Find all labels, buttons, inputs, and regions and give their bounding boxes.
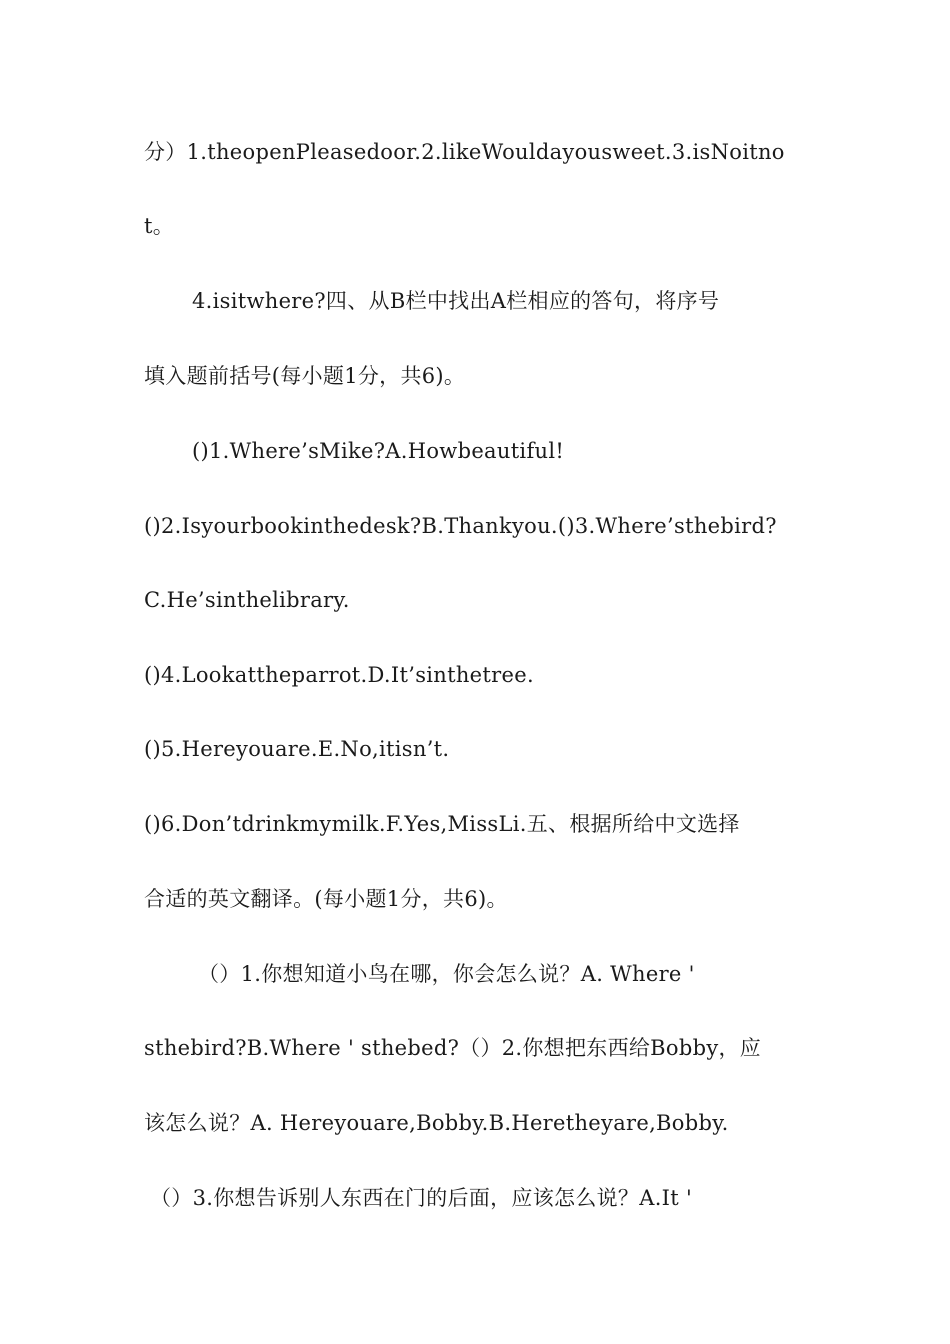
text-line-5: ()1.Where’sMike?A.Howbeautiful!: [192, 439, 565, 463]
text-line-14: 该怎么说？A. Hereyouare,Bobby.B.Heretheyare,Bobby.: [144, 1111, 729, 1135]
text-line-9: ()5.Hereyouare.E.No,itisn’t.: [144, 737, 450, 761]
text-line-11: 合适的英文翻译。(每小题1分，共6)。: [144, 887, 508, 911]
text-line-13: sthebird?B.Where ' sthebed?（）2.你想把东西给Bobby，应: [144, 1036, 762, 1060]
text-line-12: （）1.你想知道小鸟在哪，你会怎么说？A. Where ': [198, 962, 695, 986]
text-line-7: C.He’sinthelibrary.: [144, 588, 350, 612]
text-line-2: t。: [144, 214, 175, 238]
text-line-3: 4.isitwhere?四、从B栏中找出A栏相应的答句，将序号: [192, 289, 720, 313]
text-line-10: ()6.Don’tdrinkmymilk.F.Yes,MissLi.五、根据所给中文选择: [144, 812, 740, 836]
text-line-6: ()2.Isyourbookinthedesk?B.Thankyou.()3.Where’sthebird?: [144, 514, 777, 538]
text-line-8: ()4.Lookattheparrot.D.It’sinthetree.: [144, 663, 534, 687]
text-line-4: 填入题前括号(每小题1分，共6)。: [144, 364, 466, 388]
text-line-15: （）3.你想告诉别人东西在门的后面，应该怎么说？A.It ': [150, 1186, 693, 1210]
text-line-1: 分）1.theopenPleasedoor.2.likeWouldayousweet.3.isNoitno: [144, 140, 785, 164]
